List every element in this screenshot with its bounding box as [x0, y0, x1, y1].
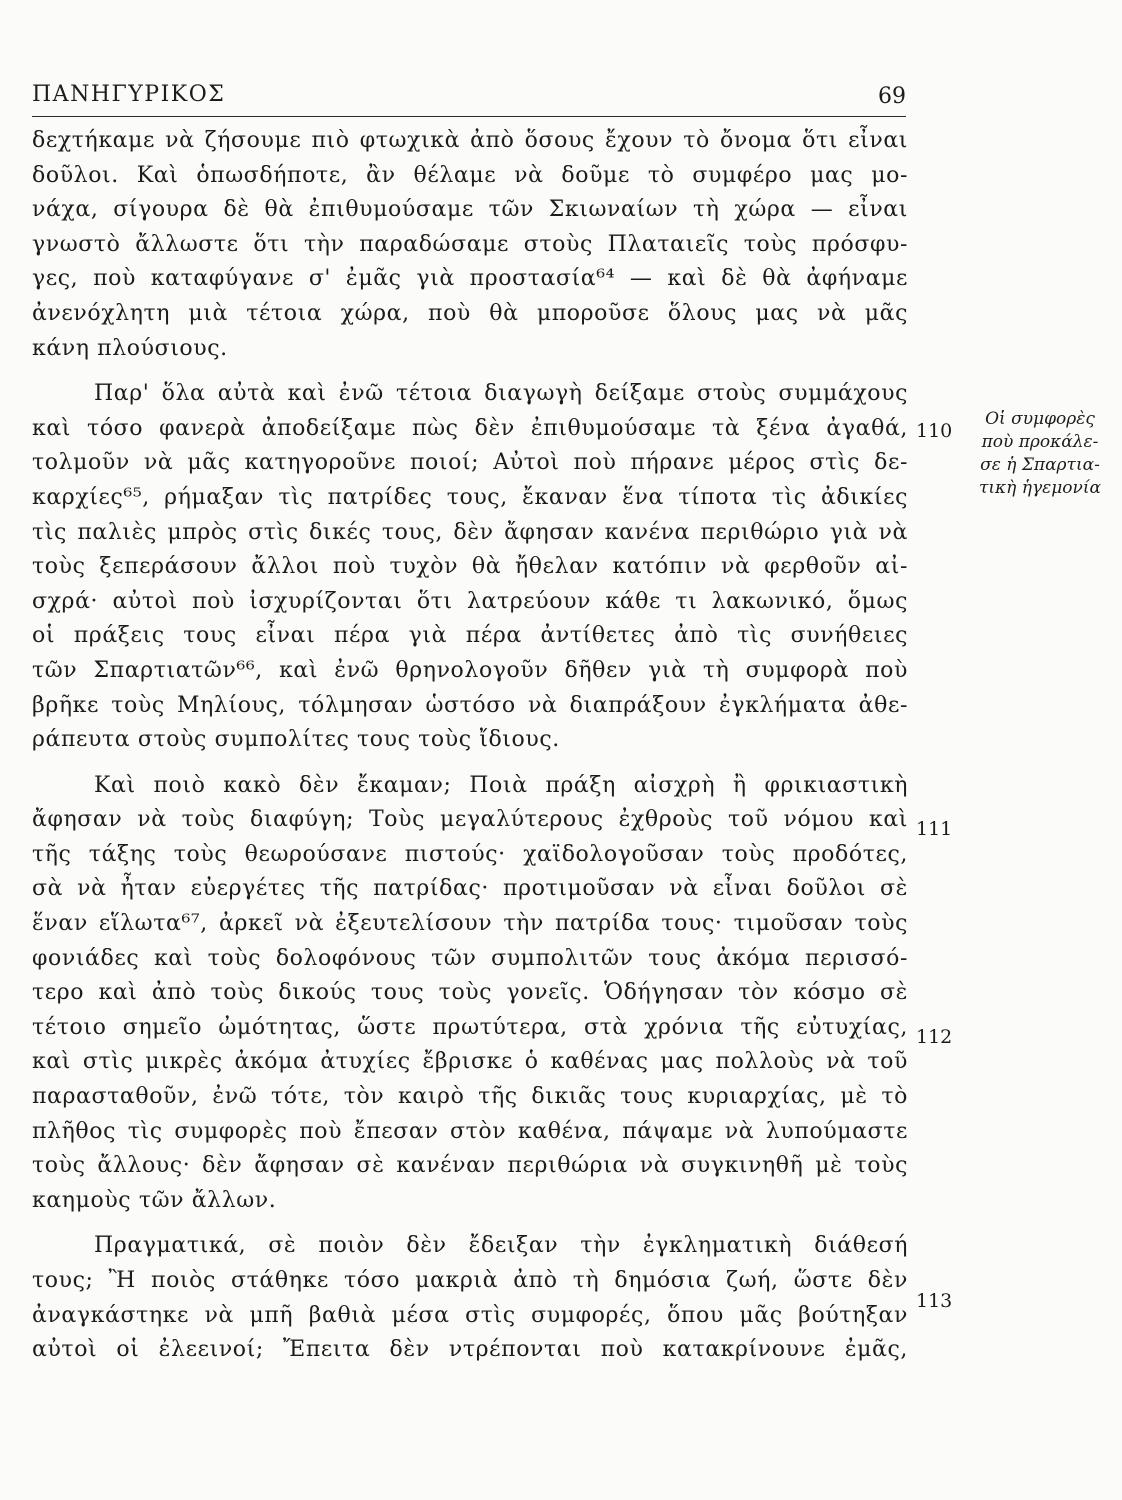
- text-line: γνωστὸ ἄλλωστε ὅτι τὴν παραδώσαμε στοὺς Πλαταιεῖς τοὺς πρόσφυ-: [32, 231, 908, 257]
- margin-note: [965, 408, 1115, 500]
- text-line: καημοὺς τῶν ἄλλων.: [32, 1187, 277, 1213]
- running-header: [32, 78, 906, 117]
- text-line: γες, ποὺ καταφύγανε σ' ἐμᾶς γιὰ προστασία⁶⁴ — καὶ δὲ θὰ ἀφήναμε: [32, 266, 908, 292]
- text-line: ἕναν εἵλωτα⁶⁷, ἀρκεῖ νὰ ἐξευτελίσουν τὴν πατρίδα τους· τιμοῦσαν τοὺς: [32, 911, 908, 937]
- margin-note-line: τικὴ ἡγεμονία: [978, 478, 1102, 498]
- text-line: ἄφησαν νὰ τοὺς διαφύγη; Τοὺς μεγαλύτερους ἐχθροὺς τοῦ νόμου καὶ: [32, 807, 908, 833]
- text-line: φονιάδες καὶ τοὺς δολοφόνους τῶν συμπολιτῶν τους ἀκόμα περισσό-: [32, 945, 908, 971]
- text-line: καρχίες⁶⁵, ρήμαξαν τὶς πατρίδες τους, ἔκαναν ἕνα τίποτα τὶς ἀδικίες: [32, 484, 908, 510]
- text-line: σχρά· αὐτοὶ ποὺ ἰσχυρίζονται ὅτι λατρεύουν κάθε τι λακωνικό, ὅμως: [32, 588, 908, 614]
- paragraph-continued: [32, 124, 908, 366]
- section-number-113: 113: [916, 1290, 953, 1312]
- text-line: κάνη πλούσιους.: [32, 335, 228, 361]
- paragraph-110: [32, 377, 908, 758]
- text-line: τοὺς ξεπεράσουν ἄλλοι ποὺ τυχὸν θὰ ἤθελαν κατόπιν νὰ φερθοῦν αἰ-: [32, 554, 908, 580]
- text-line: τέτοιο σημεῖο ὠμότητας, ὥστε πρωτύτερα, στὰ χρόνια τῆς εὐτυχίας,: [32, 1014, 908, 1040]
- paragraph-113: [32, 1229, 908, 1367]
- text-line: τους; Ἢ ποιὸς στάθηκε τόσο μακριὰ ἀπὸ τὴ δημόσια ζωή, ὥστε δὲν: [32, 1268, 908, 1293]
- text-line: ἀναγκάστηκε νὰ μπῆ βαθιὰ μέσα στὶς συμφορές, ὅπου μᾶς βούτηξαν: [32, 1302, 908, 1328]
- paragraph-111: [32, 769, 908, 1219]
- margin-note-line: ποὺ προκάλε-: [981, 432, 1099, 452]
- text-line: δοῦλοι. Καὶ ὁπωσδήποτε, ἂν θέλαμε νὰ δοῦμε τὸ συμφέρο μας μο-: [32, 162, 908, 188]
- text-line: πλῆθος τὶς συμφορὲς ποὺ ἔπεσαν στὸν καθένα, πάψαμε νὰ λυπούμαστε: [32, 1118, 908, 1144]
- text-line: τοὺς ἄλλους· δὲν ἄφησαν σὲ κανέναν περιθώρια νὰ συγκινηθῆ μὲ τοὺς: [32, 1153, 908, 1179]
- text-line: ράπευτα στοὺς συμπολίτες τους τοὺς ἴδιους.: [32, 727, 560, 753]
- section-number-110: 110: [916, 420, 953, 442]
- text-line: σὰ νὰ ἦταν εὐεργέτες τῆς πατρίδας· προτιμοῦσαν νὰ εἶναι δοῦλοι σὲ: [32, 876, 908, 902]
- text-line: καὶ στὶς μικρὲς ἀκόμα ἀτυχίες ἔβρισκε ὁ καθένας μας πολλοὺς νὰ τοῦ: [32, 1049, 908, 1075]
- body-text: [32, 124, 908, 1379]
- text-line: τῆς τάξης τοὺς θεωρούσανε πιστούς· χαϊδολογοῦσαν τοὺς προδότες,: [32, 841, 908, 867]
- page-number: 69: [878, 84, 906, 109]
- text-line: παρασταθοῦν, ἐνῶ τότε, τὸν καιρὸ τῆς δικιᾶς τους κυριαρχίας, μὲ τὸ: [32, 1084, 908, 1110]
- text-line: βρῆκε τοὺς Μηλίους, τόλμησαν ὡστόσο νὰ διαπράξουν ἐγκλήματα ἀθε-: [32, 692, 908, 718]
- margin-note-line: Οἱ συμφορὲς: [985, 409, 1095, 429]
- text-line: καὶ τόσο φανερὰ ἀποδείξαμε πὼς δὲν ἐπιθυμούσαμε τὰ ξένα ἀγαθά,: [32, 415, 908, 441]
- text-line: τολμοῦν νὰ μᾶς κατηγοροῦνε ποιοί; Αὐτοὶ ποὺ πήρανε μέρος στὶς δε-: [32, 450, 908, 476]
- text-line: Πραγματικά, σὲ ποιὸν δὲν ἔδειξαν τὴν ἐγκληματικὴ διάθεσή: [94, 1233, 908, 1259]
- margin-note-line: σε ἡ Σπαρτια-: [980, 455, 1100, 475]
- text-line: δεχτήκαμε νὰ ζήσουμε πιὸ φτωχικὰ ἀπὸ ὅσους ἔχουν τὸ ὄνομα ὅτι εἶναι: [32, 128, 908, 153]
- text-line: τὶς παλιὲς μπρὸς στὶς δικές τους, δὲν ἄφησαν κανένα περιθώριο γιὰ νὰ: [32, 519, 908, 545]
- text-line: αὐτοὶ οἱ ἐλεεινοί; Ἔπειτα δὲν ντρέπονται ποὺ κατακρίνουνε ἐμᾶς,: [32, 1337, 908, 1363]
- section-number-112: 112: [916, 1026, 953, 1048]
- text-line: Καὶ ποιὸ κακὸ δὲν ἔκαμαν; Ποιὰ πράξη αἰσχρὴ ἢ φρικιαστικὴ: [94, 772, 908, 798]
- text-line: ἀνενόχλητη μιὰ τέτοια χώρα, ποὺ θὰ μποροῦσε ὅλους μας νὰ μᾶς: [32, 300, 908, 326]
- section-number-111: 111: [916, 818, 953, 840]
- text-line: νάχα, σίγουρα δὲ θὰ ἐπιθυμούσαμε τῶν Σκιωναίων τὴ χώρα — εἶναι: [32, 197, 908, 223]
- text-line: τερο καὶ ἀπὸ τοὺς δικούς τους τοὺς γονεῖς. Ὁδήγησαν τὸν κόσμο σὲ: [32, 980, 908, 1006]
- text-line: τῶν Σπαρτιατῶν⁶⁶, καὶ ἐνῶ θρηνολογοῦν δῆθεν γιὰ τὴ συμφορὰ ποὺ: [32, 657, 908, 683]
- running-title: ΠΑΝΗΓΥΡΙΚΟΣ: [32, 82, 226, 107]
- text-line: οἱ πράξεις τους εἶναι πέρα γιὰ πέρα ἀντίθετες ἀπὸ τὶς συνήθειες: [32, 623, 908, 649]
- text-line: Παρ' ὅλα αὐτὰ καὶ ἐνῶ τέτοια διαγωγὴ δείξαμε στοὺς συμμάχους: [94, 381, 908, 407]
